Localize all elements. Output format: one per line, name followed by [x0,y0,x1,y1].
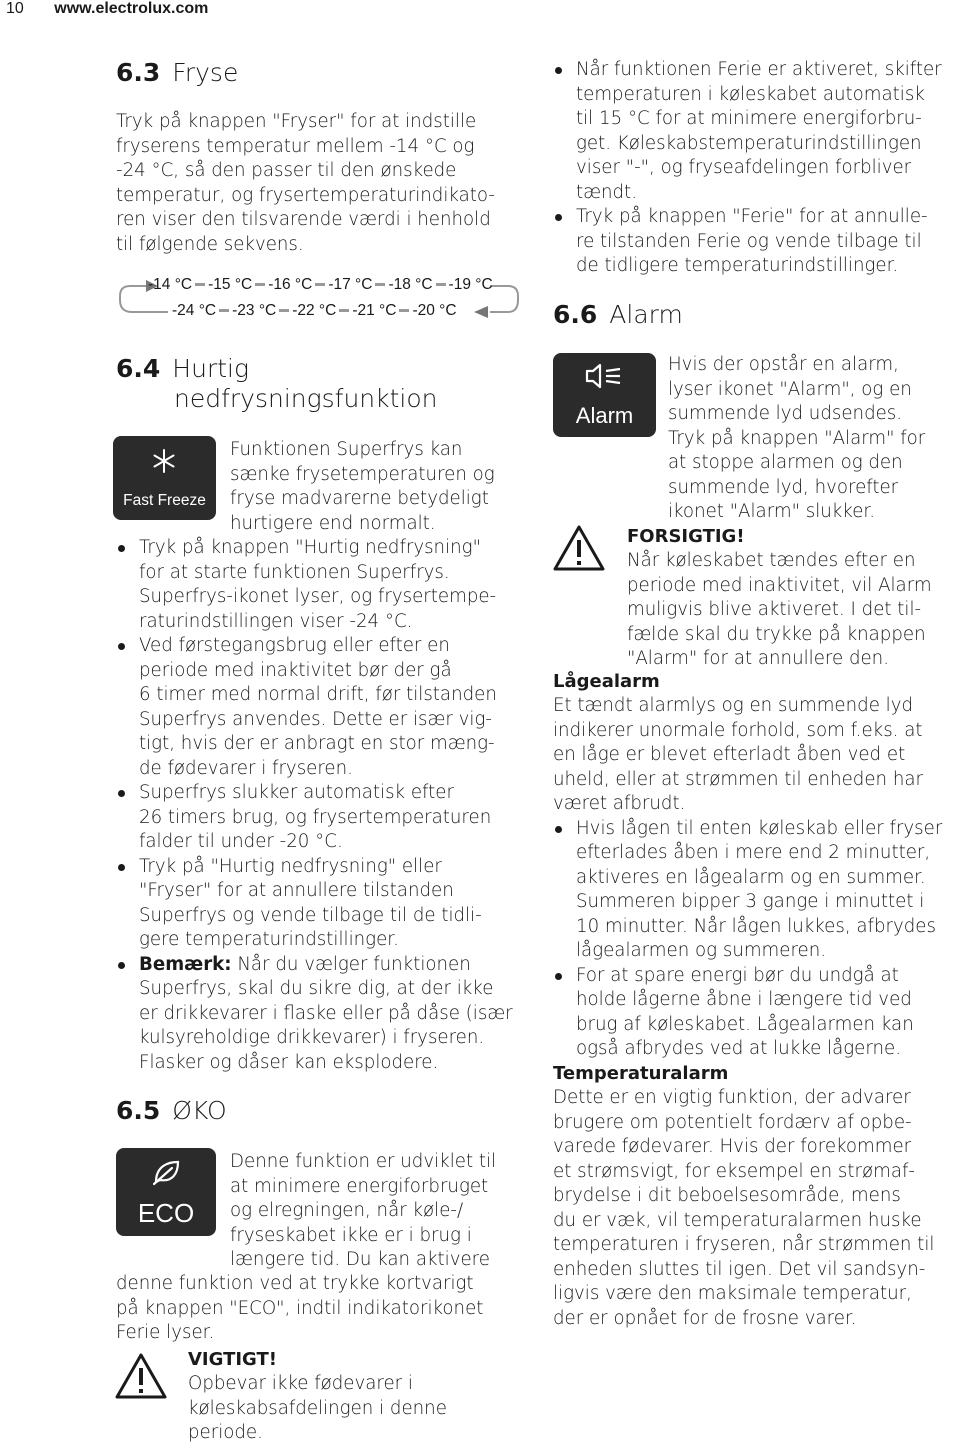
list-item-line: Flasker og dåser kan eksplodere. [139,1051,439,1073]
list-item-line: Hvis lågen til enten køleskab eller fryser [576,817,943,839]
section-6-6-intro [668,353,958,525]
section-number: 6.5 [116,1096,161,1125]
list-item-line: tigt, hvis der er anbragt en stor mæng- [139,733,495,754]
section-6-6-heading [553,300,683,330]
list-item [553,964,955,1062]
temp-step: -17 °C [328,276,373,293]
temp-step: -19 °C [448,276,493,293]
section-number: 6.6 [553,300,598,329]
section-6-5-wrap-text [230,1150,530,1273]
temp-step: -18 °C [388,276,433,293]
warning-title: FORSIGTIG! [627,526,745,547]
list-item-line: 10 minutter. Når lågen lukkes, afbrydes [576,915,936,937]
list-item-line: falder til under -20 °C. [139,831,343,852]
paragraph-line: "Alarm" for at annullere den. [627,648,889,669]
paragraph-line: sænke frysetemperaturen og [230,463,495,485]
paragraph-line: ikonet "Alarm" slukker. [668,501,875,522]
warning-icon [553,524,605,572]
list-item-line: de fødevarer i fryseren. [139,757,353,779]
paragraph-line: summende lyd udsendes. [668,403,903,424]
list-item-line: Superfrys slukker automatisk efter [139,782,454,803]
paragraph-line: muligvis blive aktiveret. I det til- [627,599,922,620]
paragraph-line: en låge er blevet efterladt åben ved et [553,744,906,765]
section-6-3-body [116,110,524,257]
list-item-line: brug af køleskabet. Lågealarmen kan [576,1013,914,1035]
paragraph-line: at minimere energiforbruget [230,1175,489,1197]
list-item-line: Tryk på knappen "Ferie" for at annulle- [576,206,928,227]
paragraph-line: fryseskabet ikke er i brug i [230,1224,472,1246]
temp-step: -22 °C [292,302,337,319]
paragraph-line: enheden sluttes til igen. Det vil sandsyn- [553,1258,926,1280]
list-item-line: Superfrys anvendes. Dette er især vig- [139,708,492,730]
section-6-5-heading [116,1096,227,1126]
list-item-line: viser "-", og fryseafdelingen forbliver [576,157,912,178]
temp-step: -21 °C [352,302,397,319]
list-item-line: get. Køleskabstemperaturindstillingen [576,132,922,154]
paragraph-line: denne funktion ved at trykke kortvarigt [116,1273,474,1294]
paragraph-line: periode med inaktivitet, vil Alarm [627,574,932,596]
paragraph-line: at stoppe alarmen og den [668,452,903,473]
icon-label: Alarm [575,403,634,428]
section-6-5-warning [188,1348,518,1446]
paragraph-line: Funktionen Superfrys kan [230,439,463,460]
temp-step: -23 °C [232,302,277,319]
list-item-line [139,953,524,978]
subsection-title: Lågealarm [553,671,660,692]
list-item-line: 26 timers brug, og frysertemperaturen [139,806,492,828]
paragraph-line: summende lyd, hvorefter [668,476,899,498]
list-item-line: holde lågerne åbne i længere tid ved [576,989,912,1010]
list-item-line: lågealarmen og summeren. [576,940,827,961]
list-item-line: Summeren bipper 3 gange i minuttet i [576,891,925,912]
list-item-line: efterlades åben i mere end 2 minutter, [576,842,931,863]
note-label: Bemærk: [139,953,232,975]
temp-step: -20 °C [412,302,457,319]
paragraph-line: køleskabsafdelingen i denne [188,1397,447,1419]
paragraph-line: brugere om potentielt fordærv af opbe- [553,1111,912,1133]
paragraph-line: Tryk på knappen "Fryser" for at indstille [116,111,477,132]
paragraph-line: ren viser den tilsvarende værdi i henhold [116,209,491,230]
paragraph-line: ligvis være den maksimale temperatur, [553,1283,912,1304]
paragraph-line: periode. [188,1422,263,1443]
list-item-line: også afbrydes ved at lukke lågerne. [576,1038,902,1059]
list-item-line: re tilstanden Ferie og vende tilbage til [576,230,922,252]
section-6-4-bullets [116,536,524,1075]
paragraph-line: til følgende sekvens. [116,233,304,255]
list-item-line: "Fryser" for at annullere tilstanden [139,880,454,901]
section-6-4-intro [230,438,530,536]
eco-button-icon [116,1148,216,1236]
snowflake-icon [151,448,177,474]
temperature-alarm-section [553,1062,955,1331]
leaf-icon [150,1158,182,1186]
list-item [116,855,524,953]
list-item-line: Tryk på knappen "Hurtig nedfrysning" [139,537,481,558]
sequence-row-top [148,276,493,294]
temp-step: -15 °C [208,276,253,293]
paragraph-line: Dette er en vigtig funktion, der advarer [553,1087,911,1108]
list-item [116,781,524,855]
section-title: ØKO [172,1096,227,1125]
paragraph-line: varede fødevarer. Hvis der forekommer [553,1136,912,1157]
section-6-5-full-text [116,1272,524,1346]
speaker-icon [584,363,624,389]
temp-step: -24 °C [172,302,217,319]
list-item-line: til 15 °C for at minimere energiforbru- [576,108,922,129]
alarm-button-icon [553,353,656,437]
list-item [116,536,524,634]
list-item [553,205,955,279]
paragraph-line: Opbevar ikke fødevarer i [188,1373,413,1394]
list-item-line: aktiveres en lågealarm og en summer. [576,866,926,888]
list-item-note [116,953,524,1076]
icon-label: Fast Freeze [123,492,206,509]
temperature-sequence [116,272,524,328]
list-item-line: periode med inaktivitet bør der gå [139,659,452,681]
list-item-line: Når funktionen Ferie er aktiveret, skifter [576,59,942,80]
list-item-line: Ved førstegangsbrug eller efter en [139,635,450,656]
door-alarm-section [553,670,955,1062]
list-item-line: For at spare energi bør du undgå at [576,964,899,986]
paragraph-line: Tryk på knappen "Alarm" for [668,427,926,449]
page-header [6,0,208,18]
temp-step: -14 °C [148,276,193,293]
list-item [116,634,524,781]
list-item-line: Superfrys og vende tilbage til de tidli- [139,904,482,926]
warning-title: VIGTIGT! [188,1349,278,1370]
paragraph-line: og elregningen, når køle-/ [230,1200,464,1221]
fast-freeze-button-icon [113,436,216,520]
section-number: 6.4 [116,354,161,383]
paragraph-line: længere tid. Du kan aktivere [230,1249,490,1270]
list-item-line: Tryk på "Hurtig nedfrysning" eller [139,855,442,877]
section-title: Alarm [609,300,683,329]
paragraph-line: Når køleskabet tændes efter en [627,550,916,571]
temp-step: -16 °C [268,276,313,293]
paragraph-line: været afbrudt. [553,793,686,814]
section-number: 6.3 [116,58,161,87]
list-item-line: gere temperaturindstillinger. [139,929,399,950]
section-title-cont: nedfrysningsfunktion [174,384,438,413]
list-item-line: de tidligere temperaturindstillinger. [576,255,899,276]
warning-icon [115,1352,167,1400]
paragraph-line: der er opnået for de frosne varer. [553,1307,857,1329]
paragraph-line: Ferie lyser. [116,1322,215,1343]
paragraph-line: hurtigere end normalt. [230,512,436,534]
paragraph-line: Hvis der opstår en alarm, [668,354,899,375]
paragraph-line: temperaturen i fryseren, når strømmen til [553,1234,935,1255]
section-title: Hurtig [172,354,249,383]
section-title: Fryse [172,58,239,87]
list-item-line: 6 timer med normal drift, før tilstanden [139,684,497,705]
header-url: www.electrolux.com [54,0,209,17]
list-item-line: for at starte funktionen Superfrys. [139,561,450,583]
icon-label: ECO [137,1198,195,1228]
paragraph-line: Et tændt alarmlys og en summende lyd [553,695,914,716]
paragraph-line: et strømsvigt, for eksempel en strømaf- [553,1160,915,1182]
subsection-title: Temperaturalarm [553,1063,729,1084]
list-item-line: raturindstillingen viser -24 °C. [139,610,413,632]
paragraph-line: Denne funktion er udviklet til [230,1151,497,1172]
list-item-line: er drikkevarer i flaske eller på dåse (især [139,1002,513,1024]
list-item-line: temperaturen i køleskabet automatisk [576,83,925,105]
note-text: Når du vælger funktionen [231,953,471,975]
paragraph-line: fryse madvarerne betydeligt [230,488,489,509]
section-6-4-heading [116,354,438,414]
paragraph-line: -24 °C, så den passer til den ønskede [116,160,457,181]
list-item [553,817,955,964]
paragraph-line: på knappen "ECO", indtil indikatorikonet [116,1297,484,1319]
list-item-line: kulsyreholdige drikkevarer) i fryseren. [139,1027,485,1048]
list-item-line: tændt. [576,181,637,203]
ferie-bullets [553,58,955,279]
list-item-line: Superfrys, skal du sikre dig, at der ikke [139,978,494,999]
sequence-row-bottom [172,302,457,320]
list-item [553,58,955,205]
page-number: 10 [6,0,24,17]
paragraph-line: lyser ikonet "Alarm", og en [668,378,912,400]
section-6-3-heading [116,58,238,88]
list-item-line: Superfrys-ikonet lyser, og frysertempe- [139,586,497,607]
paragraph-line: fryserens temperatur mellem -14 °C og [116,135,475,157]
paragraph-line: temperatur, og frysertemperaturindikato- [116,184,495,206]
paragraph-line: indikerer unormale forhold, som f.eks. at [553,719,923,741]
section-6-6-warning [627,525,957,672]
paragraph-line: brydelse i dit beboelsesområde, mens [553,1185,901,1206]
paragraph-line: fælde skal du trykke på knappen [627,623,926,645]
paragraph-line: du er væk, vil temperaturalarmen huske [553,1209,922,1231]
paragraph-line: uheld, eller at strømmen til enheden har [553,768,923,790]
